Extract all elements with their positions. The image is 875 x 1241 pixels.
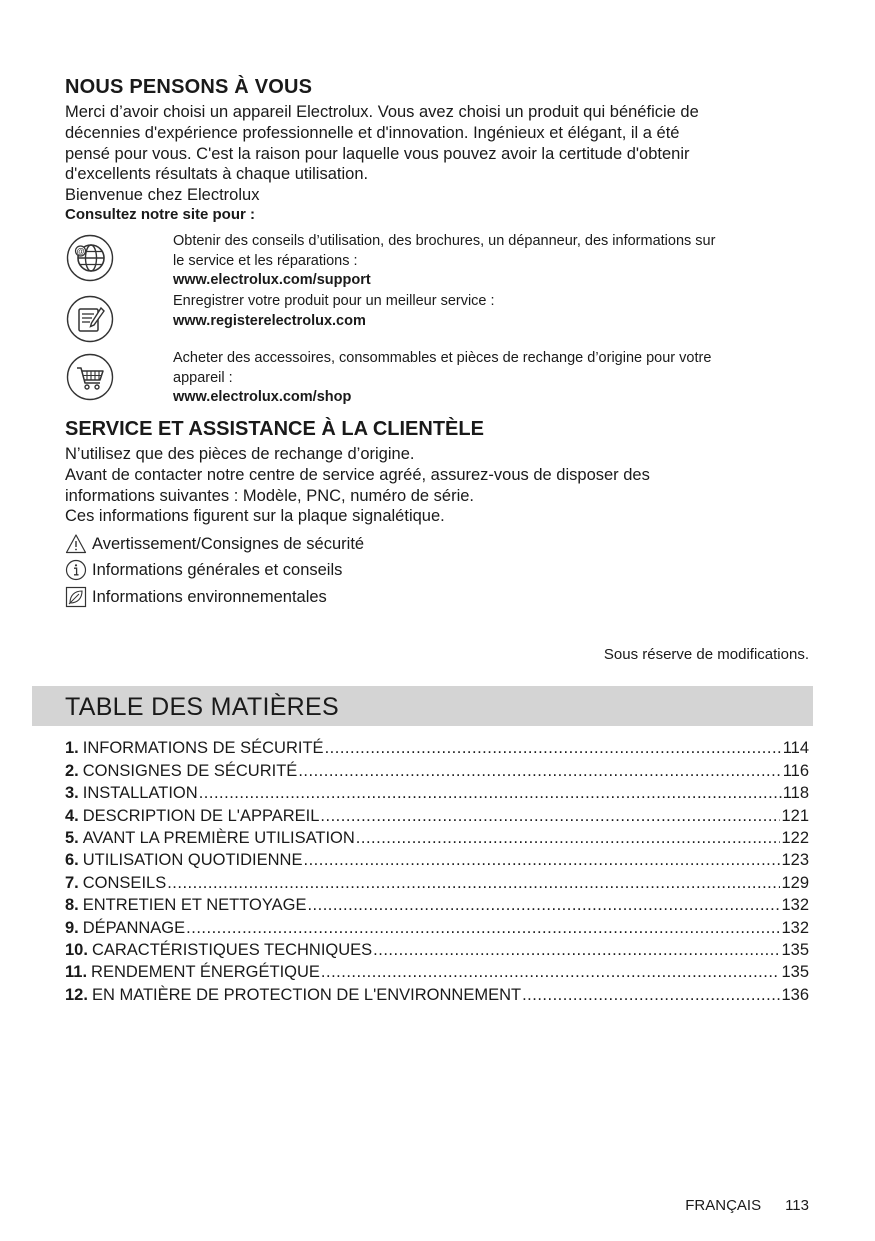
web-item-text: Obtenir des conseils d’utilisation, des brochures, un dépanneur, des informations sur (173, 233, 716, 249)
toc-entry-number: 9. (65, 918, 79, 937)
toc-leader (320, 807, 780, 826)
toc-leader (373, 941, 780, 960)
cart-icon (66, 353, 114, 401)
toc-leader (522, 986, 780, 1005)
support-link[interactable]: www.electrolux.com/support (173, 272, 371, 288)
toc-entry[interactable] (65, 758, 809, 780)
page-footer (685, 1197, 809, 1214)
toc-entry-number: 4. (65, 806, 79, 825)
intro-line: décennies d'expérience professionnelle et d'innovation. Ingénieux et élégant, il a été (65, 123, 680, 142)
symbol-label: Informations générales et conseils (92, 560, 343, 579)
toc-entry-label: DÉPANNAGE (82, 918, 186, 937)
toc-entry-page: 122 (781, 828, 809, 847)
symbol-info (65, 559, 342, 581)
info-icon (65, 559, 87, 581)
toc-entry-label: CONSEILS (82, 873, 167, 892)
toc-entry[interactable] (65, 870, 809, 892)
consult-label: Consultez notre site pour : (65, 206, 256, 223)
toc-entry-page: 135 (781, 940, 809, 959)
toc-entry[interactable] (65, 915, 809, 937)
toc-entry-label: UTILISATION QUOTIDIENNE (82, 851, 303, 870)
table-of-contents (65, 736, 809, 1005)
disclaimer-text: Sous réserve de modifications. (603, 646, 809, 663)
leaf-icon (65, 586, 87, 608)
toc-leader (356, 829, 781, 848)
toc-entry[interactable] (65, 781, 809, 803)
symbol-label: Avertissement/Consignes de sécurité (92, 534, 365, 553)
toc-entry-page: 116 (782, 761, 809, 780)
toc-entry-page: 135 (781, 963, 809, 982)
symbol-environment (65, 586, 327, 608)
toc-entry-label: DESCRIPTION DE L'APPAREIL (82, 806, 320, 825)
toc-entry[interactable] (65, 848, 809, 870)
toc-entry-number: 8. (65, 896, 79, 915)
toc-entry-label: CARACTÉRISTIQUES TECHNIQUES (91, 940, 373, 959)
toc-leader (298, 762, 781, 781)
web-item-text: Acheter des accessoires, consommables et pièces de rechange d’origine pour votre (173, 350, 712, 366)
intro-line: d'excellents résultats à chaque utilisation. (65, 165, 369, 184)
service-line: Avant de contacter notre centre de service agréé, assurez-vous de disposer des (65, 465, 650, 484)
service-text (65, 444, 810, 527)
intro-text (65, 102, 810, 206)
web-item-text: appareil : (173, 369, 233, 386)
symbol-label: Informations environnementales (92, 587, 327, 606)
toc-entry-page: 114 (782, 739, 809, 758)
toc-entry[interactable] (65, 826, 809, 848)
toc-entry-number: 11. (65, 963, 88, 982)
toc-leader (186, 919, 780, 938)
intro-line: Bienvenue chez Electrolux (65, 186, 260, 205)
intro-line: Merci d’avoir choisi un appareil Electrolux. Vous avez choisi un produit qui bénéficie de (65, 103, 699, 121)
toc-header-bar (32, 686, 813, 726)
service-line: informations suivantes : Modèle, PNC, numéro de série. (65, 486, 475, 505)
toc-leader (167, 874, 780, 893)
web-item-text: Enregistrer votre produit pour un meilleur service : (173, 293, 495, 309)
toc-entry-page: 121 (781, 806, 809, 825)
shop-link[interactable]: www.electrolux.com/shop (173, 389, 352, 405)
toc-entry-number: 1. (65, 739, 79, 758)
toc-entry-number: 5. (65, 828, 79, 847)
toc-entry-page: 136 (781, 985, 809, 1004)
toc-entry-page: 118 (782, 784, 809, 803)
web-item-text: le service et les réparations : (173, 252, 358, 269)
web-item-support (173, 232, 813, 291)
toc-entry[interactable] (65, 893, 809, 915)
toc-entry-label: AVANT LA PREMIÈRE UTILISATION (82, 828, 355, 847)
web-item-register (173, 292, 813, 331)
service-line: N’utilisez que des pièces de rechange d’origine. (65, 445, 415, 463)
service-line: Ces informations figurent sur la plaque signalétique. (65, 507, 445, 526)
toc-title: TABLE DES MATIÈRES (65, 693, 339, 721)
toc-entry-page: 132 (781, 918, 809, 937)
warning-icon (65, 533, 87, 555)
globe-icon (66, 234, 114, 282)
toc-entry-label: ENTRETIEN ET NETTOYAGE (82, 896, 307, 915)
toc-entry-label: INSTALLATION (82, 784, 198, 803)
section-title-welcome: NOUS PENSONS À VOUS (65, 76, 313, 98)
toc-entry-label: CONSIGNES DE SÉCURITÉ (82, 761, 298, 780)
web-item-shop (173, 349, 813, 408)
toc-leader (325, 739, 782, 758)
register-link[interactable]: www.registerelectrolux.com (173, 312, 366, 329)
toc-entry-number: 6. (65, 851, 79, 870)
toc-entry-number: 7. (65, 873, 79, 892)
svg-text:@: @ (76, 247, 85, 256)
toc-leader (307, 896, 780, 915)
toc-entry[interactable] (65, 736, 809, 758)
symbol-warning (65, 533, 364, 555)
toc-entry-page: 123 (781, 851, 809, 870)
toc-entry-number: 3. (65, 784, 79, 803)
intro-line: pensé pour vous. C'est la raison pour laquelle vous pouvez avoir la certitude d'obtenir (65, 144, 690, 163)
toc-entry-page: 132 (781, 896, 809, 915)
toc-entry[interactable] (65, 938, 809, 960)
toc-entry-label: RENDEMENT ÉNERGÉTIQUE (91, 963, 320, 982)
footer-language: FRANÇAIS (685, 1197, 762, 1214)
toc-entry-number: 10. (65, 940, 88, 959)
toc-entry[interactable] (65, 982, 809, 1004)
toc-entry-number: 2. (65, 761, 79, 780)
toc-entry-number: 12. (65, 985, 88, 1004)
toc-leader (321, 963, 781, 982)
footer-page-number: 113 (785, 1197, 809, 1214)
toc-entry[interactable] (65, 960, 809, 982)
register-icon (66, 295, 114, 343)
toc-entry-label: EN MATIÈRE DE PROTECTION DE L'ENVIRONNEMENT (91, 985, 522, 1004)
toc-leader (199, 784, 782, 803)
toc-entry-page: 129 (781, 873, 809, 892)
section-title-service: SERVICE ET ASSISTANCE À LA CLIENTÈLE (65, 418, 484, 440)
toc-entry[interactable] (65, 803, 809, 825)
toc-leader (303, 851, 780, 870)
toc-entry-label: INFORMATIONS DE SÉCURITÉ (82, 739, 324, 758)
